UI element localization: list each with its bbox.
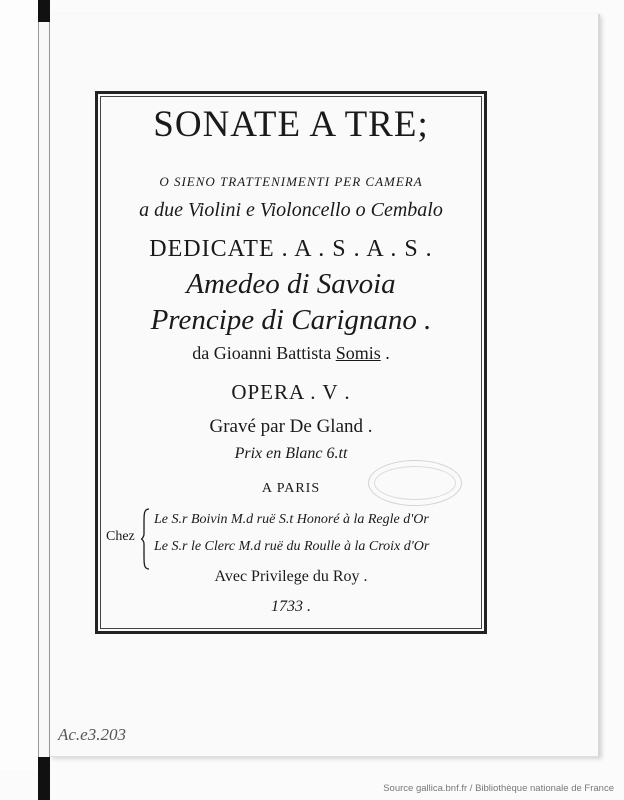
engraver-credit: Gravé par De Gland . [209, 416, 373, 437]
opus-number: OPERA . V . [231, 380, 351, 404]
composer-line [100, 343, 482, 364]
composer-suffix: . [380, 343, 390, 363]
left-brace-icon [140, 508, 150, 570]
subtitle-line-2: a due Violini e Violoncello o Cembalo [139, 199, 443, 221]
library-stamp-icon [368, 460, 462, 506]
subtitle-line-1: O SIENO TRATTENIMENTI PER CAMERA [159, 174, 423, 189]
seller-address-2: Le S.r le Clerc M.d ruë du Roulle à la Croix d'Or [154, 539, 430, 554]
source-credit: Source gallica.bnf.fr / Bibliothèque nationale de France [383, 783, 614, 794]
publication-place: A PARIS [261, 481, 321, 496]
seller-address-1: Le S.r Boivin M.d ruë S.t Honoré à la Regle d'Or [154, 512, 429, 527]
dedicatee-title: Prencipe di Carignano . [150, 304, 432, 336]
dedication-line: DEDICATE . A . S . A . S . [149, 236, 433, 262]
royal-privilege-line: Avec Privilege du Roy . [214, 568, 368, 585]
price-line: Prix en Blanc 6.tt [234, 445, 348, 462]
composer-prefix: da Gioanni Battista [192, 343, 336, 363]
composer-surname: Somis [335, 343, 381, 363]
chez-label: Chez [106, 529, 135, 544]
work-title: SONATE A TRE; [153, 104, 429, 145]
publication-year: 1733 . [271, 598, 311, 615]
shelfmark-annotation: Ac.e3.203 [58, 725, 126, 744]
binding-gutter [38, 22, 50, 757]
dedicatee-name: Amedeo di Savoia [186, 268, 396, 300]
